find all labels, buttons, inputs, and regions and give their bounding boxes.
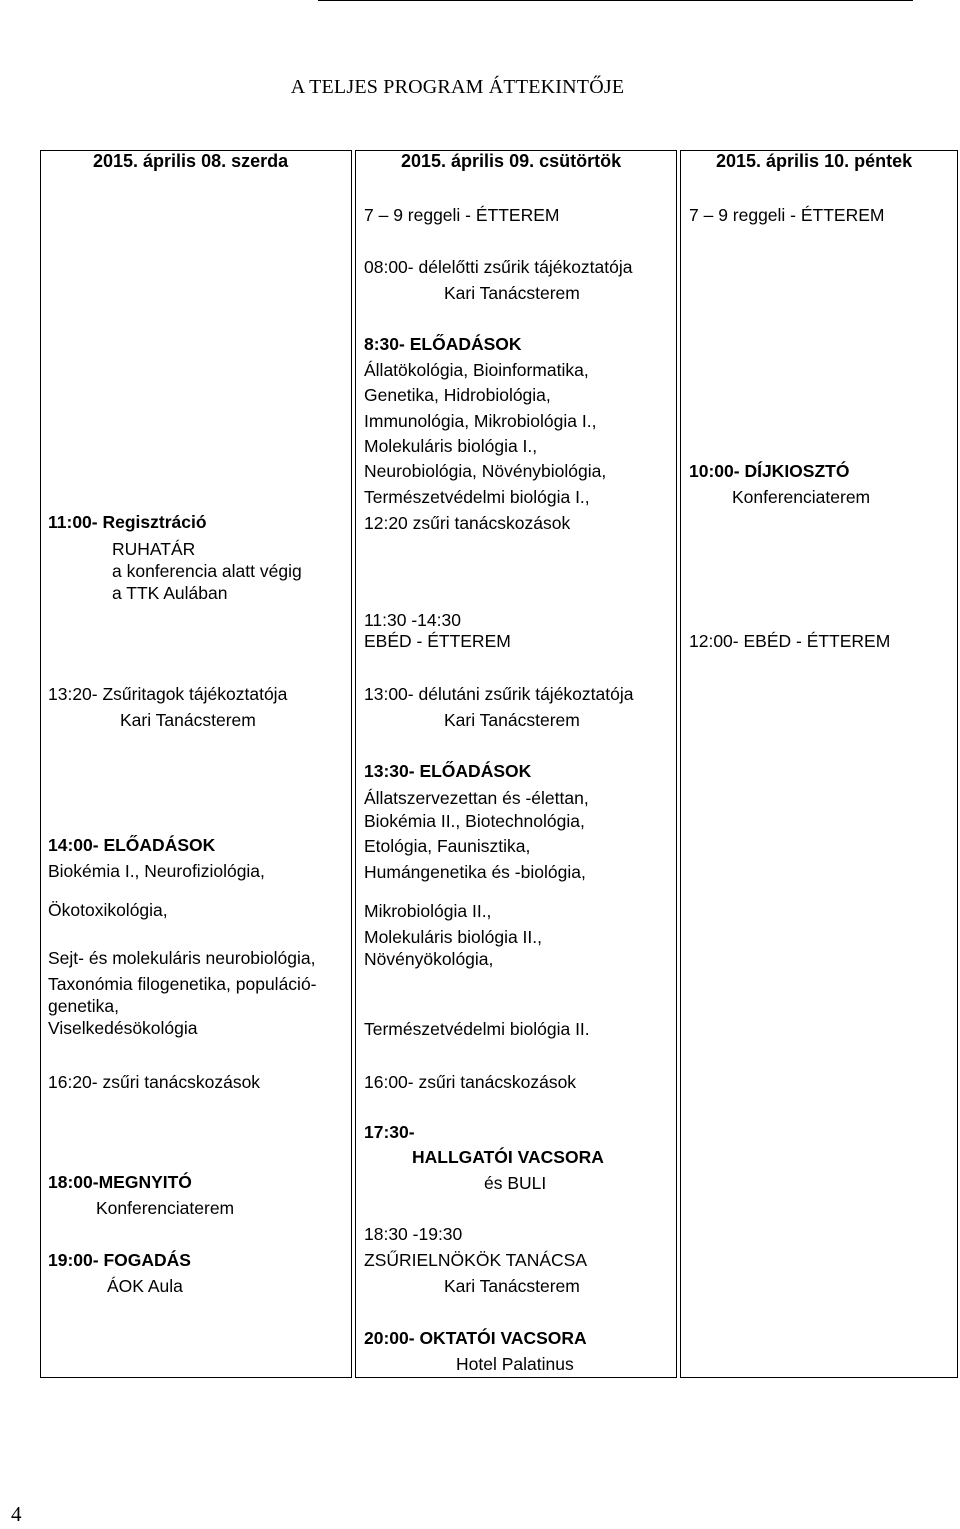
afternoon-talks-line7: Növényökológia,: [364, 949, 494, 969]
morning-talks-line6: Természetvédelmi biológia I.,: [364, 487, 590, 507]
lunch-time: 11:30 -14:30: [364, 610, 461, 630]
morning-talks-line3: Immunológia, Mikrobiológia I.,: [364, 411, 597, 431]
opening-location: Konferenciaterem: [96, 1198, 235, 1218]
lunch-label: EBÉD - ÉTTEREM: [364, 631, 511, 651]
reception-location: ÁOK Aula: [107, 1276, 183, 1296]
top-rule: [318, 0, 913, 1]
afternoon-talks-line2: Biokémia II., Biotechnológia,: [364, 811, 585, 831]
day3-column: [680, 150, 958, 1378]
talks-line1: Biokémia I., Neurofiziológia,: [48, 861, 265, 881]
talks-line6: Viselkedésökológia: [48, 1018, 198, 1038]
day3-breakfast: 7 – 9 reggeli - ÉTTEREM: [689, 205, 885, 225]
jury-briefing-location: Kari Tanácsterem: [120, 710, 256, 730]
day3-lunch: 12:00- EBÉD - ÉTTEREM: [689, 631, 891, 651]
afternoon-talks-line4: Humángenetika és -biológia,: [364, 862, 586, 882]
afternoon-talks-line1: Állatszervezettan és -élettan,: [364, 788, 589, 808]
reception-title: 19:00- FOGADÁS: [48, 1250, 191, 1270]
talks-line5: genetika,: [48, 996, 120, 1016]
morning-jury-briefing: 08:00- délelőtti zsűrik tájékoztatója: [364, 257, 633, 277]
jury-conference-2: 16:00- zsűri tanácskozások: [364, 1072, 577, 1092]
registration-line2: a konferencia alatt végig: [112, 561, 302, 581]
talks-line2: Ökotoxikológia,: [48, 900, 168, 920]
morning-talks-line5: Neurobiológia, Növénybiológia,: [364, 461, 607, 481]
jury-conference: 16:20- zsűri tanácskozások: [48, 1072, 261, 1092]
award-title: DÍJKIOSZTÓ: [744, 461, 850, 481]
morning-talks-line2: Genetika, Hidrobiológia,: [364, 385, 551, 405]
opening-title: 18:00-MEGNYITÓ: [48, 1172, 192, 1192]
teacher-dinner-title: 20:00- OKTATÓI VACSORA: [364, 1328, 587, 1348]
afternoon-talks-line6: Molekuláris biológia II.,: [364, 927, 542, 947]
award-ceremony: [689, 459, 849, 483]
talks-line3: Sejt- és molekuláris neurobiológia,: [48, 948, 316, 968]
day2-breakfast: 7 – 9 reggeli - ÉTTEREM: [364, 205, 560, 225]
page-number: 4: [11, 1502, 22, 1526]
student-dinner-time: 17:30-: [364, 1122, 415, 1142]
council-title: ZSŰRIELNÖKÖK TANÁCSA: [364, 1250, 588, 1270]
day2-header: 2015. április 09. csütörtök: [401, 151, 622, 171]
teacher-dinner-location: Hotel Palatinus: [456, 1354, 574, 1374]
afternoon-talks-line8: Természetvédelmi biológia II.: [364, 1019, 590, 1039]
afternoon-jury-location: Kari Tanácsterem: [444, 710, 580, 730]
talks-title: 14:00- ELŐADÁSOK: [48, 835, 216, 855]
jury-briefing-title: 13:20- Zsűritagok tájékoztatója: [48, 684, 288, 704]
student-dinner-title: HALLGATÓI VACSORA: [412, 1147, 604, 1167]
council-location: Kari Tanácsterem: [444, 1276, 580, 1296]
morning-talks-line1: Állatökológia, Bioinformatika,: [364, 360, 589, 380]
council-time: 18:30 -19:30: [364, 1224, 463, 1244]
registration-line1: RUHATÁR: [112, 539, 196, 559]
day1-header: 2015. április 08. szerda: [93, 151, 289, 171]
morning-talks-line4: Molekuláris biológia I.,: [364, 436, 538, 456]
morning-talks-title: 8:30- ELŐADÁSOK: [364, 334, 522, 354]
afternoon-jury-briefing: 13:00- délutáni zsűrik tájékoztatója: [364, 684, 634, 704]
page-title: A TELJES PROGRAM ÁTTEKINTŐJE: [290, 76, 625, 98]
day3-header: 2015. április 10. péntek: [716, 151, 913, 171]
morning-jury-location: Kari Tanácsterem: [444, 283, 580, 303]
jury-conference-1: 12:20 zsűri tanácskozások: [364, 513, 571, 533]
talks-line4: Taxonómia filogenetika, populáció-: [48, 974, 317, 994]
award-location: Konferenciaterem: [732, 487, 871, 507]
afternoon-talks-line3: Etológia, Faunisztika,: [364, 836, 531, 856]
registration-title: 11:00- Regisztráció: [48, 512, 207, 532]
afternoon-talks-line5: Mikrobiológia II.,: [364, 901, 492, 921]
student-dinner-sub: és BULI: [484, 1173, 547, 1193]
registration-line3: a TTK Aulában: [112, 583, 228, 603]
award-time: 10:00-: [689, 461, 745, 481]
afternoon-talks-title: 13:30- ELŐADÁSOK: [364, 761, 532, 781]
